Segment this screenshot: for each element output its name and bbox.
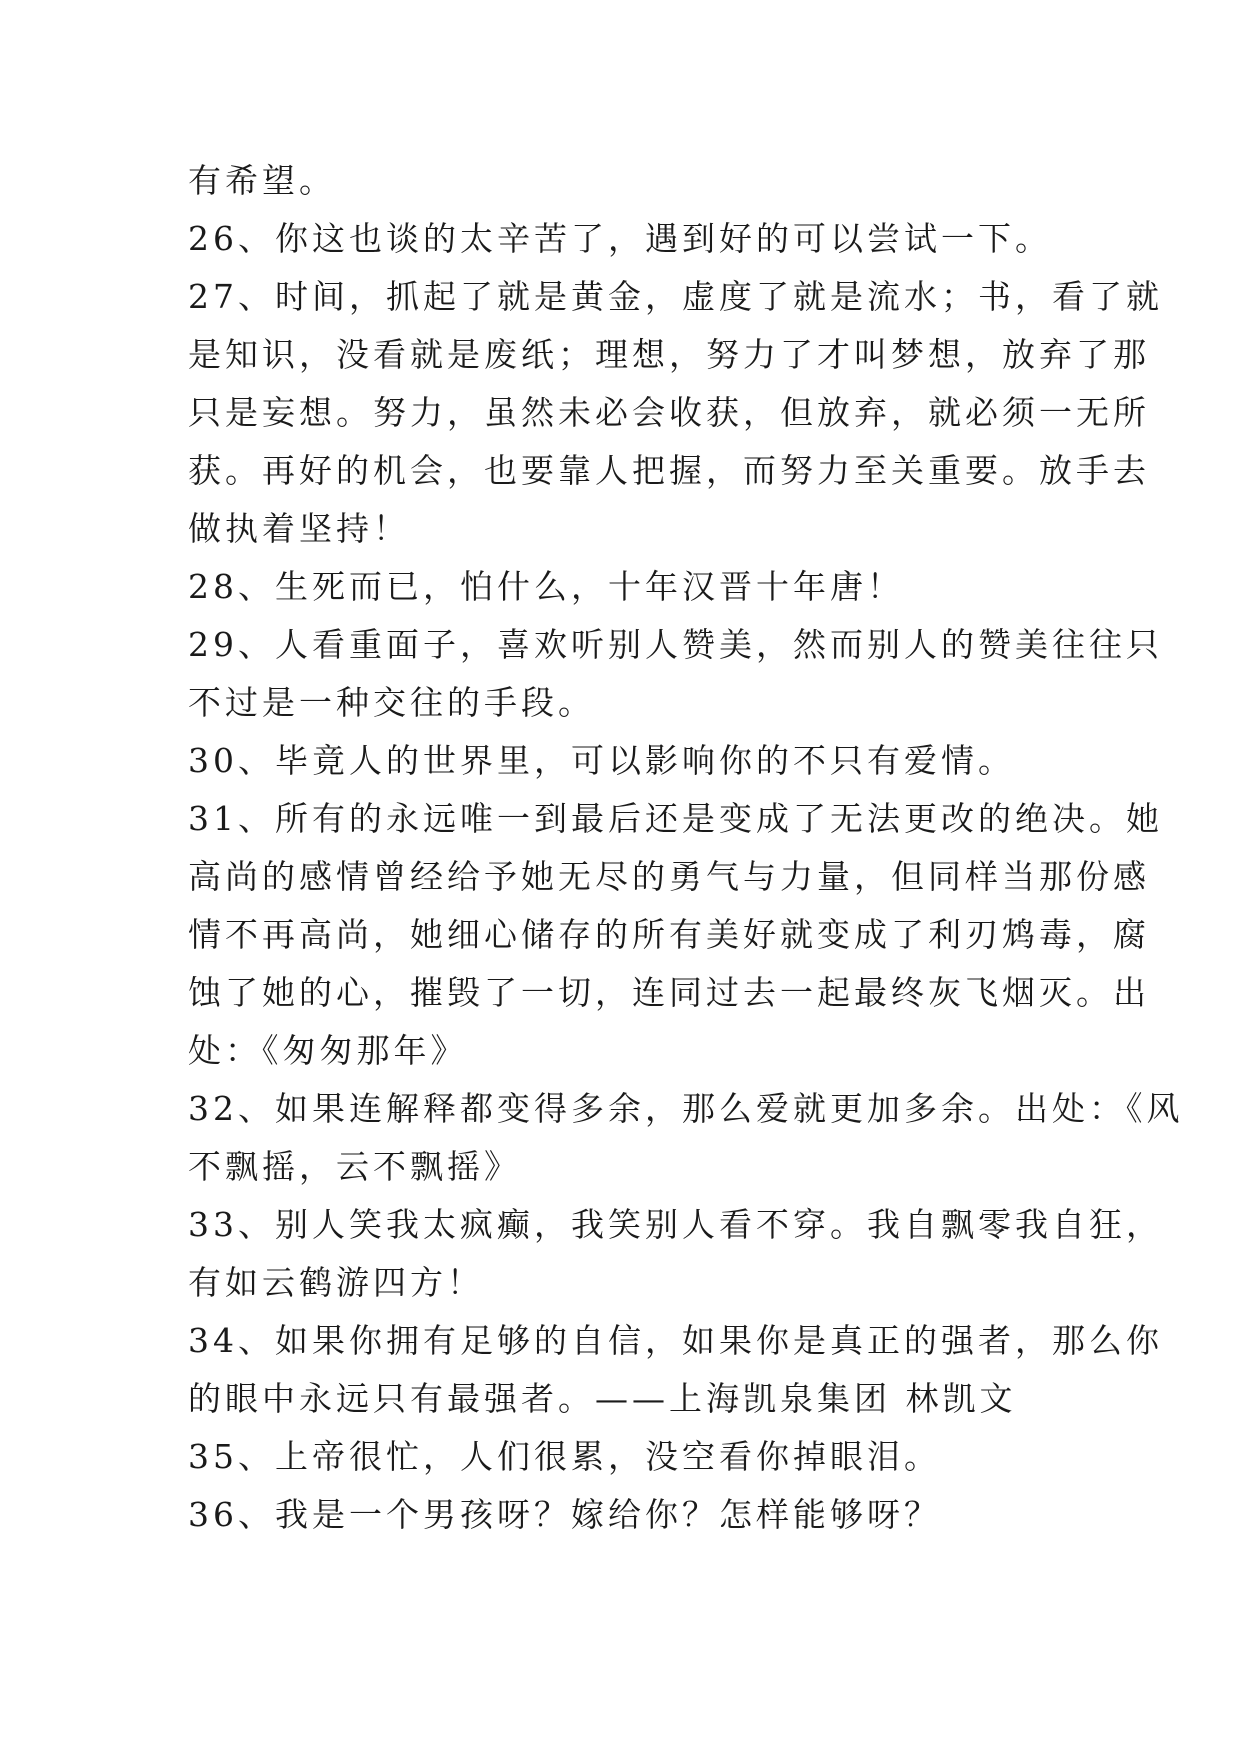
- text-line: 36、我是一个男孩呀？嫁给你？怎样能够呀？: [188, 1495, 941, 1534]
- text-line: 只是妄想。努力，虽然未必会收获，但放弃，就必须一无所: [188, 393, 1150, 432]
- text-line: 有希望。: [188, 161, 336, 200]
- text-line: 不过是一种交往的手段。: [188, 683, 595, 722]
- text-line: 28、生死而已，怕什么，十年汉晋十年唐！: [188, 567, 904, 606]
- document-page: [188, 152, 1184, 1544]
- text-line: 27、时间，抓起了就是黄金，虚度了就是流水；书，看了就: [188, 277, 1163, 316]
- text-line: 有如云鹤游四方！: [188, 1263, 484, 1302]
- text-line: 情不再高尚，她细心储存的所有美好就变成了利刃鸩毒，腐: [188, 915, 1150, 954]
- text-line: 29、人看重面子，喜欢听别人赞美，然而别人的赞美往往只: [188, 625, 1163, 664]
- text-line: 处：《匆匆那年》: [188, 1031, 468, 1070]
- text-line: 33、别人笑我太疯癫，我笑别人看不穿。我自飘零我自狂，: [188, 1205, 1163, 1244]
- text-line: 高尚的感情曾经给予她无尽的勇气与力量，但同样当那份感: [188, 857, 1150, 896]
- text-line: 是知识，没看就是废纸；理想，努力了才叫梦想，放弃了那: [188, 335, 1150, 374]
- text-line: 蚀了她的心，摧毁了一切，连同过去一起最终灰飞烟灭。出: [188, 973, 1150, 1012]
- text-line: 的眼中永远只有最强者。——上海凯泉集团 林凯文: [188, 1379, 1017, 1418]
- text-line: 不飘摇，云不飘摇》: [188, 1147, 521, 1186]
- text-line: 31、所有的永远唯一到最后还是变成了无法更改的绝决。她: [188, 799, 1163, 838]
- text-line: 26、你这也谈的太辛苦了，遇到好的可以尝试一下。: [188, 219, 1052, 258]
- text-line: 30、毕竟人的世界里，可以影响你的不只有爱情。: [188, 741, 1015, 780]
- text-line: 34、如果你拥有足够的自信，如果你是真正的强者，那么你: [188, 1321, 1163, 1360]
- text-line: 32、如果连解释都变得多余，那么爱就更加多余。出处：《风: [188, 1089, 1184, 1128]
- text-line: 35、上帝很忙，人们很累，没空看你掉眼泪。: [188, 1437, 941, 1476]
- text-line: 获。再好的机会，也要靠人把握，而努力至关重要。放手去: [188, 451, 1150, 490]
- text-line: 做执着坚持！: [188, 509, 410, 548]
